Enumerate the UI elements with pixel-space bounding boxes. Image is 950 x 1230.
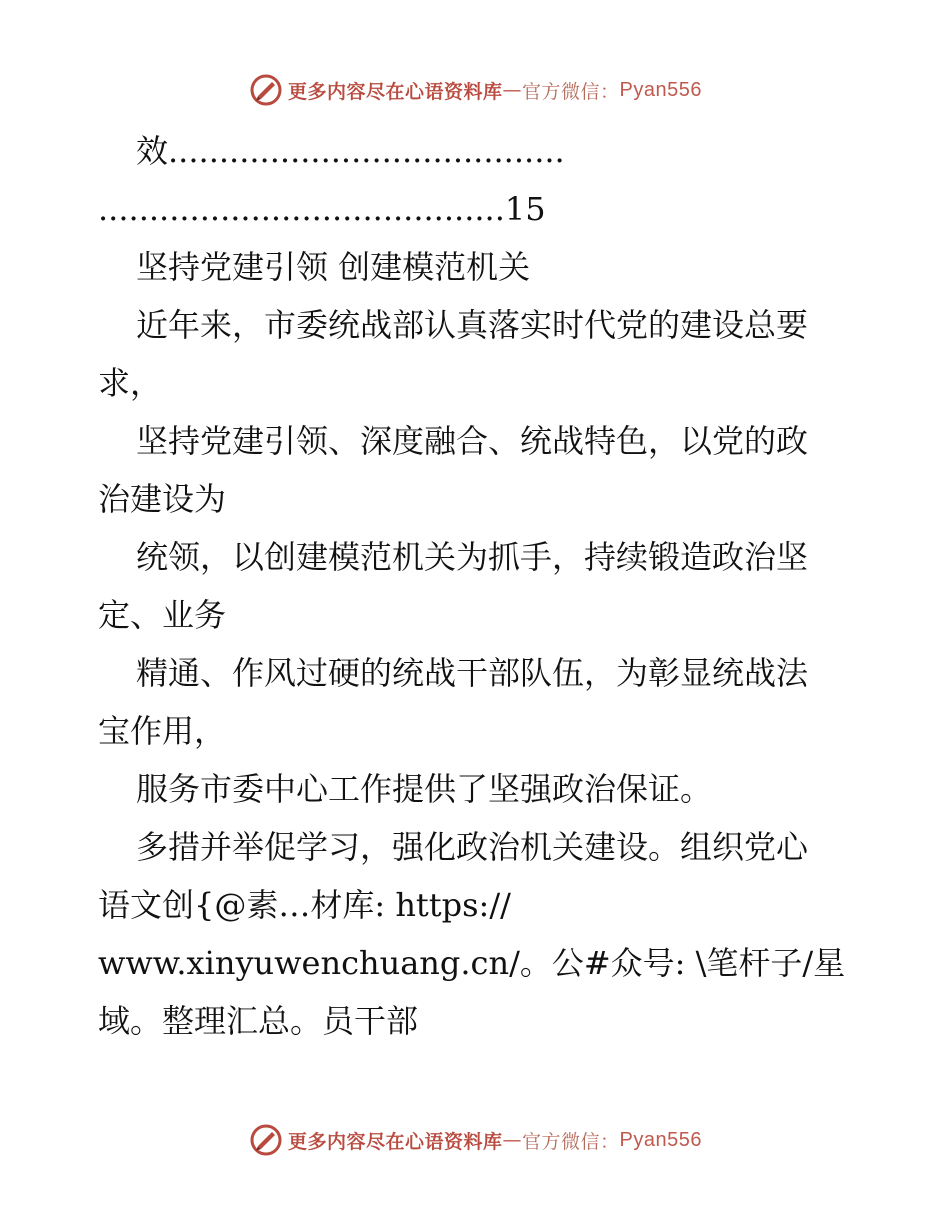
- toc-entry-line-2: ........................................15: [98, 190, 546, 228]
- paragraph-line: 求，: [98, 364, 163, 402]
- watermark-label: 官方微信：: [522, 80, 620, 103]
- paragraph-line: 定、业务: [98, 596, 227, 634]
- footer-watermark: [0, 1120, 950, 1160]
- paragraph-line: 统领，以创建模范机关为抓手，持续锻造政治坚: [136, 538, 809, 576]
- watermark-separator: —: [502, 1129, 523, 1151]
- paragraph-line: 近年来，市委统战部认真落实时代党的建设总要: [136, 306, 809, 344]
- document-body: [98, 122, 858, 1050]
- watermark-brand: 更多内容尽在心语资料库: [288, 80, 503, 103]
- paragraph-line: 多措并举促学习，强化政治机关建设。组织党心: [136, 828, 809, 866]
- paragraph-line: 服务市委中心工作提供了坚强政治保证。: [136, 770, 713, 808]
- watermark-wechat-id: Pyan556: [619, 1128, 702, 1151]
- section-heading: 坚持党建引领 创建模范机关: [136, 248, 531, 286]
- header-watermark: [0, 70, 950, 110]
- paragraph-line: 坚持党建引领、深度融合、统战特色，以党的政: [136, 422, 809, 460]
- paragraph-line: 治建设为: [98, 480, 227, 518]
- pen-logo-icon: [248, 72, 284, 108]
- pen-logo-icon: [248, 1122, 284, 1158]
- toc-entry-line-1: 效.......................................: [136, 132, 565, 170]
- paragraph-line: www.xinyuwenchuang.cn/。公#众号: \笔杆子/星: [98, 944, 846, 982]
- watermark-wechat-id: Pyan556: [619, 78, 702, 101]
- watermark-brand: 更多内容尽在心语资料库: [288, 1130, 503, 1153]
- paragraph-line: 语文创{@素…材库: https://: [98, 886, 511, 924]
- watermark-separator: —: [502, 79, 523, 101]
- paragraph-line: 精通、作风过硬的统战干部队伍，为彰显统战法: [136, 654, 809, 692]
- paragraph-line: 宝作用，: [98, 712, 227, 750]
- paragraph-line: 域。整理汇总。员干部: [98, 1002, 419, 1040]
- watermark-label: 官方微信：: [522, 1130, 620, 1153]
